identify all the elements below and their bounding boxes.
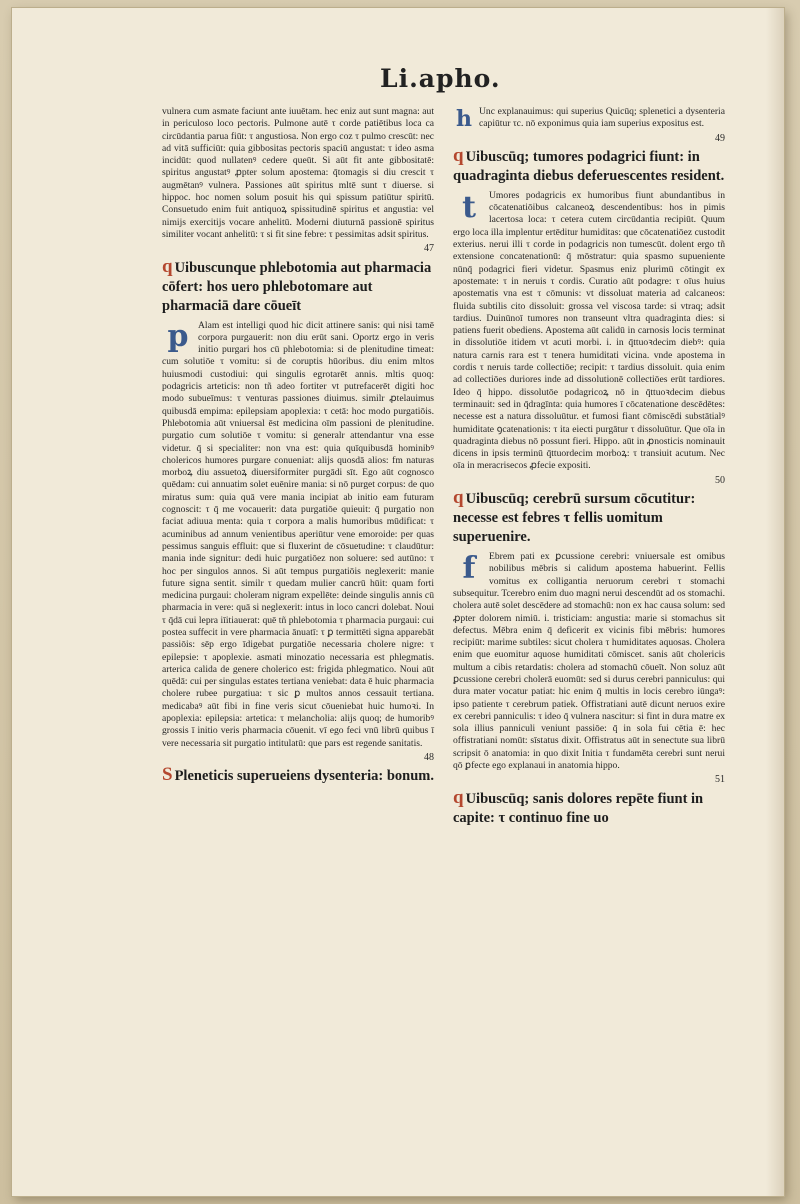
drop-capital: t bbox=[462, 189, 476, 225]
commentary-paragraph bbox=[453, 190, 725, 473]
lombardic-initial: q bbox=[453, 786, 464, 808]
section-number: 50 bbox=[715, 474, 725, 486]
commentary-text: Unc explanauimus: qui superius Quicūq; splenetici a dysenteria capiūtur τc. nō exponimus quia iam superius expositus est. bbox=[479, 106, 725, 130]
aphorism-lemma bbox=[162, 765, 434, 786]
commentary-paragraph bbox=[453, 106, 725, 131]
drop-capital: h bbox=[456, 105, 472, 132]
section-number: 49 bbox=[715, 132, 725, 144]
drop-capital: f bbox=[462, 550, 476, 586]
running-head: Li.apho. bbox=[380, 64, 501, 93]
section-number: 51 bbox=[715, 774, 725, 786]
lemma-text: Uibuscūq; tumores podagrici fiunt: in quadraginta diebus deferuescentes resident. bbox=[453, 148, 725, 184]
lemma-text: Pleneticis superueiens dysenteria: bonum. bbox=[174, 768, 434, 785]
manuscript-page bbox=[12, 8, 784, 1196]
lemma-text: Uibuscūq; sanis dolores repēte fiunt in capite: τ continuo fine uo bbox=[453, 790, 704, 826]
aphorism-lemma bbox=[453, 146, 725, 186]
commentary-text: vulnera cum asmate faciunt ante iuuētam. hec eniz aut sunt magna: aut in periculoso loco pectoris. Pulmone autē τ corde patiētibus loca ca circūdantia parua fiūt: τ angustiosa. Non ergo coz τ pulmo crescūt: nec ad vitā sufficiūt: quia gibbositas pectoris spaciū angustat: τ ideo asma incidūt: quod nullatenꝰ cedere queūt. Si aūt fit ante gibbositatē: spiritus angustatꝰ ꝓpter solum apostema: q̄tomagis si diu crescit τ augmētanꝰ vulnera. Passiones aūt spiritus mltē sunt τ diuerse. si hippoc. hoc nomen solum posuit his qui spissum patiūtur spiritū. Consuetudo enim fuit antiquoꝝ spissitudinē spiritus et angustia: vel nimijs exercitijs vocare anhelitū. Moderni diuturnā passionē spiritus similiter vocant anhelitū: τ si fit sine febre: τ pessimitas adsit spiritus. bbox=[162, 106, 434, 240]
lombardic-initial: q bbox=[162, 255, 173, 277]
commentary-text: Alam est intelligi quod hic dicit attinere sanis: qui nisi tamē corpora purgauerit: non diu erūt sani. Oportz ergo in veris initio purgari hos cū phlebotomia: si de plenitudine timeat: cum solutiōe τ vomitu: si de coruptis hūoribus. diu enim mltos huiusmodi custodiui: qui singulis egrotarēt annis. mltis quoq: podagricis arteticis: non tñ adeo fortiter vt putrefacerēt digiti hoc modo subueīmus: τ venturas passiones diuimus. similr ꝓtelauimus quibusdā empima: epilepsiam apoplexia: τ cetā: hoc modo purgatiōis. Phlebotomia aūt vniuersal ēst medicina oīm passioni de plenitudine. purgatio cum solutiōe τ vomitu: si generalr attendantur vna esse videtur. q̄ si specialiter: non vna est: quia quīquibusdā hominibꝰ cholericos humores purgare conueniat: alijs quosdā alios: fm naturas morboꝝ diu assuetoꝝ diuersiformiter purgādi sīt. Ego aūt cognosco quēdam: cui annuatim solet euēnire mania: si nō purget corpus: de quo miratus sum: quia quā vere mania incipiat ab initio eam futuram cognoscit: τ q̄ me vocauerit: data purgatiōe quieuit: q̄ purgatio non faciat adiuua menta: quia τ corpora a malis humoribus mūdificat: τ acuminibus ad annum venientibus aperiūtur vene emoroide: per quas pessimus sanguis effluit: que si fluxerint de cōsuetudine: τ claudūtur: mania inde signitur: dedi huic purgatiōez non soluere: sed autūno: τ hoc per singulos annos. Si aūt tempus purgatiōis neglexerit: manie future signa sentit. similr τ quedam mulier cancrū hūit: quam forti medicina purgaui: choleram nigram expellēte: deinde singulis annis cū pharmacia in vere: quā si neglexerit: intus in loco cancri dolebat. Noui τ q̄dā cui lepra iīitiauerat: quē tñ phlebotomia τ pharmacia purgaui: cui postea suffecit in vere pharmacia ānuatī: τ ꝑ termittēti signa apparebāt passiōis: sēp ergo īdigebat purgatiōe necessaria cholere nigre: τ epilepsie: τ apoplexie. asmati minozatio necessaria est phlegmatis. arterica calida de genere cholerico est: frigida phlegmatico. Noui aūt quēdā: cui per singulas estates tertiana veniebat: data ē huic pharmacia cholere rubee purgatiua: τ sic ꝑ multos annos cessauit tertiana. medicabaꝰ aūt fibi in fine veris sicut cōueniebat huic humoꝛi. In apoplexia: epilepsia: artetica: τ melancholia: alijs quoq; de humoribꝰ grossis ī initio veris pharmacia cōuenit. vī ego feci vnū librū quibus ī vere necessaria sit purgatio intitulatū: que pars est regende sanitatis. bbox=[162, 319, 434, 749]
commentary-text: Umores podagricis ex humoribus fiunt abundantibus in cōcatenatiōibus calcaneoꝝ descendentibus: hos in pimis lacertosa loca: τ cetera cutem circūdantia recipiūt. Quum ergo loca illa implentur ertēditur humiditas: que cōcatenatiōez custodit exterius. nerui illi τ corde in podagricis non tumescūt. dolent ergo tñ extensione concatenationū: q̄ mōstratur: quia spasmo supueniente nūnq̄ podagrici fieri videtur. Spasmus eniz plurimū cōtingit ex apostemate: τ in neruis τ cordis. Curatio aūt podagre: τ oīus huius apostematis vna est τ cōmunis: vt dissoluat materia ad calcaneos: fluida subtilis cito dissoluit: grossa vel viscosa tarde: si vtraq; adsit tardius. Duinūnoī tumores non transeunt vltra quadraginta dies: si patiens fuerit obediens. Apostema aūt calidū in carnosis locis terminat in dissolutiōe itidem vt acuti morbi. i. in q̄ttuoꝛdecim diebꝰ: quia natura carnis rara est τ tenera humiditati vicina. vnde apostema in cordis τ neruis tarde collectiōe; recipit: τ tardius dissoluit. quia enim ad collectiōes duriores inde ad dissolutionē collectiōes erūt tardiores. Ideo q̄ hippo. dissolutōe podagricoꝝ nō in q̄ttuoꝛdecim diebus terminauit: sed in q̄dragīnta: quia humores ī cōcatenatione descēdētes: necesse est a natura dissoluūtur. et fumosi fiant cōmiscēdi substātialꝰ humiditate ꝯcatenationis: τ ita eiecti purgātur τ dissoluūtur. Que oīa in quadraginta diebus nō possunt fieri. Hippo. aūt in ꝓnosticis nominauit dicens in ipsis terminū q̄ttuordecim morboꝝ: τ transiuit acutum. Nec oīa in meracrisecos ꝓfecie expositi. bbox=[453, 189, 725, 472]
drop-capital: p bbox=[167, 319, 189, 355]
right-column bbox=[453, 106, 725, 832]
aphorism-lemma bbox=[162, 257, 434, 316]
lombardic-initial: S bbox=[162, 764, 173, 786]
aphorism-lemma bbox=[453, 788, 725, 828]
lombardic-initial: q bbox=[453, 144, 464, 166]
lombardic-initial: q bbox=[453, 487, 464, 509]
left-column bbox=[162, 106, 434, 790]
commentary-text: Ebrem pati ex ꝑcussione cerebri: vniuersale est omibus nobilibus mēbris si calidum apostema habuerint. Fellis vomitus ex colligantia neruorum cerebri τ stomachi subsequitur. Tcerebro enim duo magni nerui descendūt ad os stomachi. cholera autē solet descēdere ad stomachū: non ex hac causa solum: sed ꝓpter dolorem nimiū. i. tristiciam: angustia: marie si stomachus sit defectus. Mēbra enim q̄ deficerit ex vicinis fibi mēbris: humores recipiūt: marime subtiles: sicut cholera τ humiditates aquosas. Cholera enim que euomitur aquose humiditati cōmiscet. sanis aūt cholericis multum a cibis retardatis: cholera ad stomachū cōueīt. Non soluz aūt ꝑcussione cerebri cholerā euomūt: sed si durus cerebri panniculus: qui dura mater vocatur patiat: hic enim q̄ multis in locis cerebro iūngaꝰ: ipso patiente τ cerebrum patiek. Offistratiani autē dicunt neruos exire ex cerebri panniculis: τ ideo q̄ vulnera nascitur: si fint in dura matre ex sola illius panniculi veniunt passiōe: q̄ in sola fui cētia ē: hec offistratiani nomūt: sīstatus dixit. Offistratus aūt in senectute sua librū scripsit ō anatomia: in quo dixit Initia τ fundamēta cerebri sunt nerui qō ꝑfecte ego explanaui in anatomia hippo. bbox=[453, 551, 725, 772]
section-number: 47 bbox=[424, 243, 434, 255]
commentary-paragraph bbox=[453, 551, 725, 772]
section-number: 48 bbox=[424, 751, 434, 763]
commentary-paragraph bbox=[162, 106, 434, 241]
lemma-text: Uibuscūq; cerebrū sursum cōcutitur: necesse est febres τ fellis uomitum superuenire. bbox=[453, 491, 696, 546]
commentary-paragraph bbox=[162, 320, 434, 750]
aphorism-lemma bbox=[453, 488, 725, 547]
lemma-text: Uibuscunque phlebotomia aut pharmacia cōfert: hos uero phlebotomare aut pharmaciā dare cōueīt bbox=[162, 259, 432, 314]
